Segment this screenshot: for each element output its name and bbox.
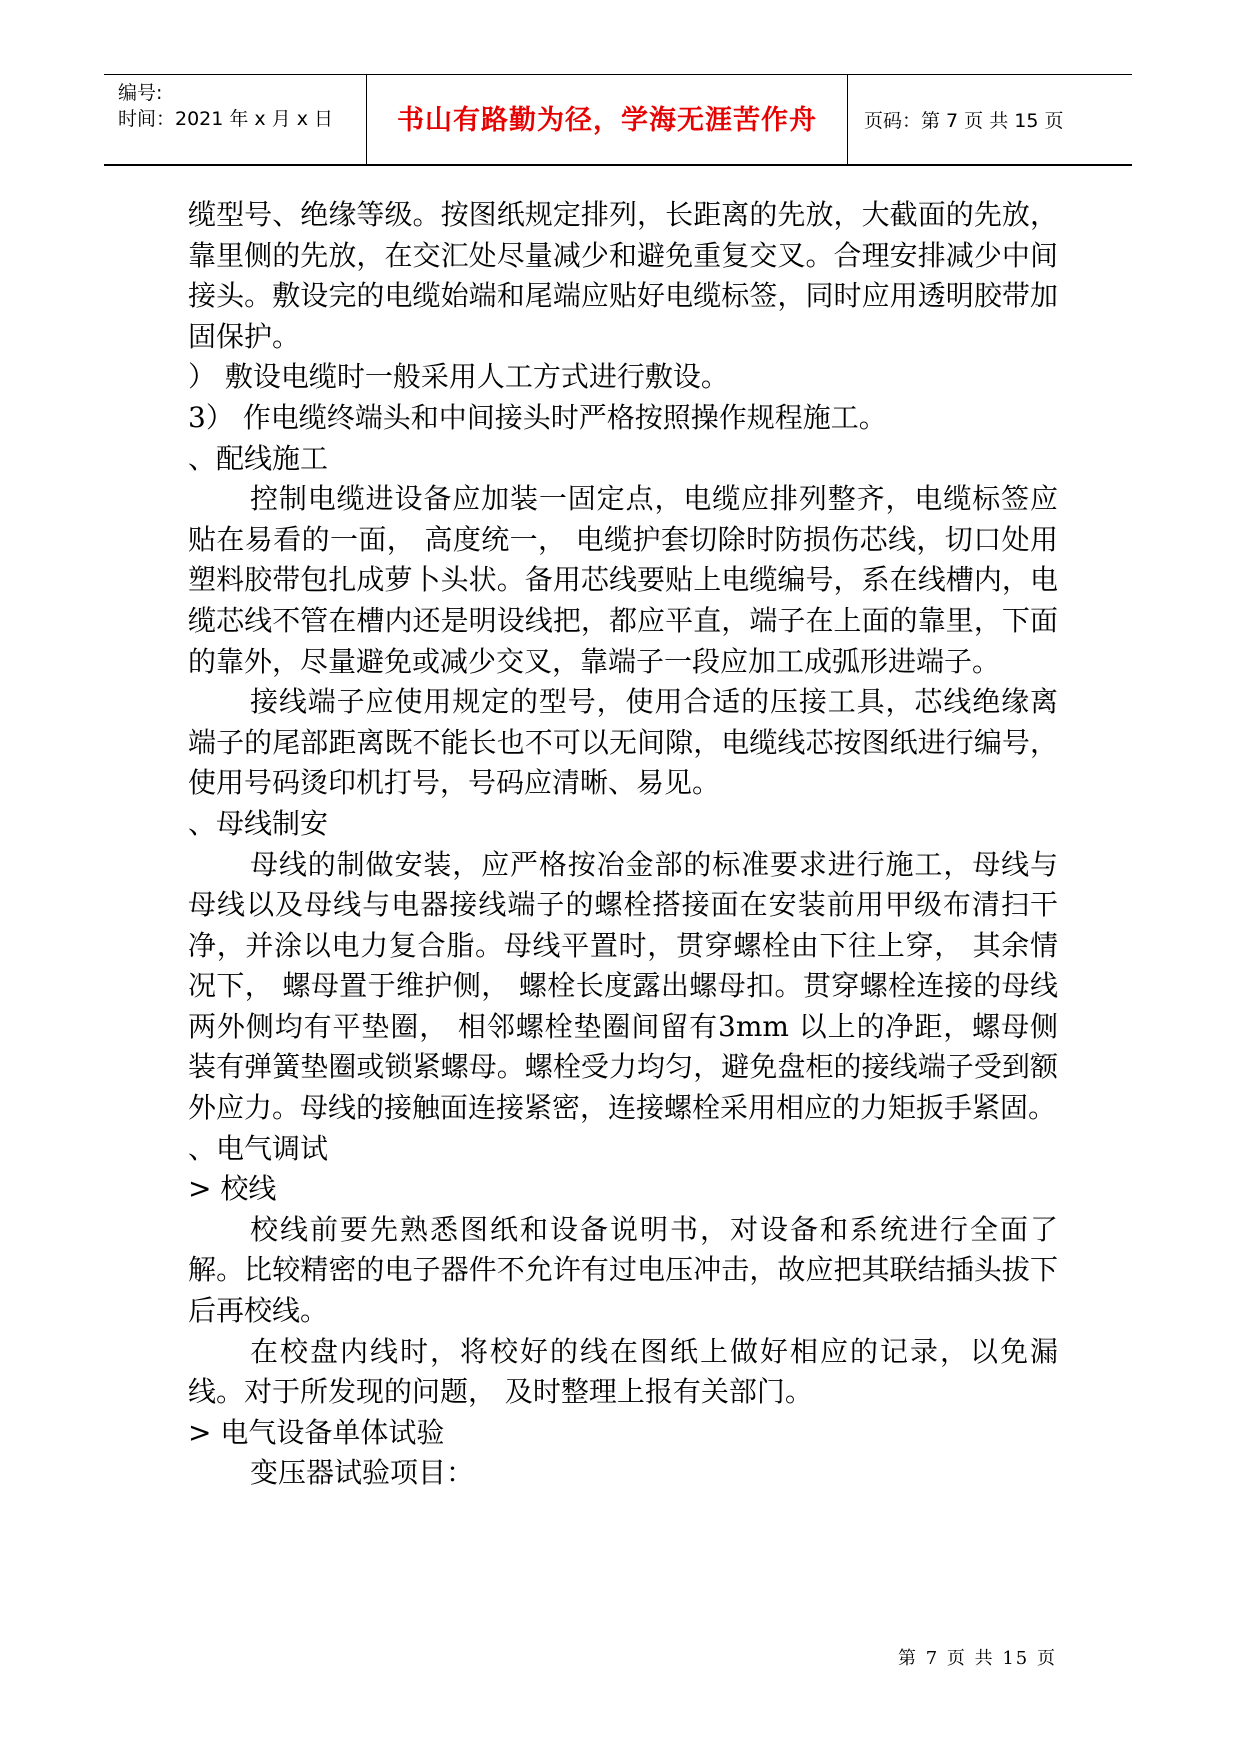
paragraph-transformer-test-items: 变压器试验项目： [250, 1456, 475, 1490]
page-header [104, 74, 1132, 166]
list-item-cable-terminals: 3） 作电缆终端头和中间接头时严格按照操作规程施工。 [188, 400, 887, 434]
page-footer: 第 7 页 共 15 页 [898, 1648, 1057, 1669]
subheading-single-equipment-test: > 电气设备单体试验 [188, 1415, 445, 1449]
paragraph-terminal-block: 接线端子应使用规定的型号，使用合适的压接工具，芯线绝缘离端子的尾部距离既不能长也不可以无间隙，电缆线芯按图纸进行编号，使用号码烫印机打号，号码应清晰、易见。 [188, 685, 1058, 800]
subheading-wire-check: > 校线 [188, 1172, 277, 1206]
list-item-manual-laying: ） 敷设电缆时一般采用人工方式进行敷设。 [188, 360, 729, 394]
section-heading-busbar: 、母线制安 [188, 806, 329, 840]
header-top-rule [104, 74, 1132, 75]
header-divider-right [847, 74, 848, 166]
header-number-label: 编号: [118, 82, 163, 104]
section-heading-wiring: 、配线施工 [188, 441, 329, 475]
paragraph-wire-check-prep: 校线前要先熟悉图纸和设备说明书，对设备和系统进行全面了解。比较精密的电子器件不允许有过电压冲击，故应把其联结插头拔下后再校线。 [188, 1212, 1058, 1328]
paragraph-wire-check-records: 在校盘内线时，将校好的线在图纸上做好相应的记录，以免漏线。对于所发现的问题， 及时整理上报有关部门。 [188, 1334, 1058, 1409]
paragraph-cable-laying: 缆型号、绝缘等级。按图纸规定排列，长距离的先放，大截面的先放，靠里侧的先放，在交汇处尽量减少和避免重复交叉。合理安排减少中间接头。敷设完的电缆始端和尾端应贴好电缆标签，同时应用透明胶带加固保护。 [188, 198, 1058, 353]
header-bottom-rule [104, 164, 1132, 166]
paragraph-control-cable: 控制电缆进设备应加装一固定点，电缆应排列整齐，电缆标签应贴在易看的一面， 高度统一， 电缆护套切除时防损伤芯线，切口处用塑料胶带包扎成萝卜头状。备用芯线要贴上电缆编号，系在线槽内，电缆芯线不管在槽内还是明设线把，都应平直，端子在上面的靠里，下面的靠外，尽量避免或减少交叉，靠端子一段应加工成弧形进端子。 [188, 482, 1058, 678]
header-motto: 书山有路勤为径，学海无涯苦作舟 [397, 105, 817, 136]
paragraph-busbar-install: 母线的制做安装，应严格按冶金部的标准要求进行施工，母线与母线以及母线与电器接线端子的螺栓搭接面在安装前用甲级布清扫干净，并涂以电力复合脂。母线平置时，贯穿螺栓由下往上穿， 其余情况下， 螺母置于维护侧， 螺栓长度露出螺母扣。贯穿螺栓连接的母线两外侧均有平垫圈， 相邻螺栓垫圈间留有3mm 以上的净距，螺母侧装有弹簧垫圈或锁紧螺母。螺栓受力均匀，避免盘柜的接线端子受到额外应力。母线的接触面连接紧密，连接螺栓采用相应的力矩扳手紧固。 [188, 847, 1058, 1125]
header-time-label: 时间：2021 年 x 月 x 日 [118, 108, 334, 130]
body-text [188, 195, 1058, 1494]
header-page-info: 页码：第 7 页 共 15 页 [864, 110, 1064, 132]
section-heading-electrical-testing: 、电气调试 [188, 1131, 329, 1165]
header-meta [118, 80, 333, 132]
